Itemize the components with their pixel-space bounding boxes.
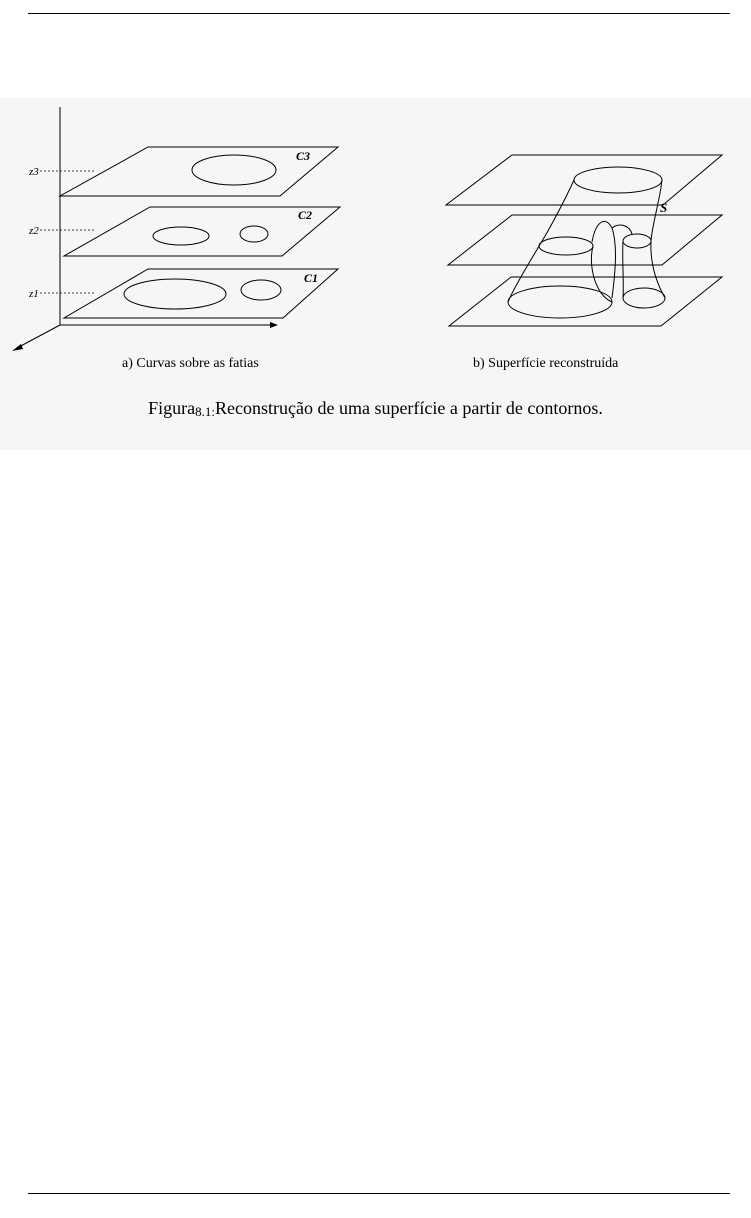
contour-middle-small <box>240 226 268 242</box>
subcaption-curves: a) Curvas sobre as fatias <box>122 356 259 371</box>
surface-branch-right <box>623 241 624 298</box>
surface-contour-bottom-left <box>508 286 612 318</box>
caption-prefix: Figura <box>148 398 196 418</box>
subcaption-surface: b) Superfície reconstruída <box>473 356 619 371</box>
surface-contour-middle-right <box>623 234 651 248</box>
curve-label-c1: C1 <box>304 271 319 285</box>
contour-top <box>192 155 276 185</box>
surface-diagram <box>446 155 722 326</box>
caption-text: Reconstrução de uma superfície a partir de contornos. <box>215 398 603 418</box>
contour-bottom-large <box>124 279 226 309</box>
header-rule <box>28 13 730 14</box>
contour-middle-large <box>153 227 209 245</box>
caption-separator: : <box>211 404 215 419</box>
surface-contour-middle-left <box>539 237 593 255</box>
curve-label-c2: C2 <box>298 208 313 222</box>
depth-axis-arrow <box>12 344 23 351</box>
surface-side-inner <box>591 246 612 302</box>
level-label-z1: z1 <box>29 288 39 300</box>
level-label-z3: z3 <box>29 166 39 178</box>
surface-plane-bottom <box>449 277 722 326</box>
contour-bottom-small <box>241 280 281 300</box>
surface-contour-top <box>574 167 662 193</box>
curve-label-c3: C3 <box>296 149 311 163</box>
slice-plane-bottom <box>64 269 338 318</box>
caption-number: 8.1 <box>195 404 212 419</box>
surface-plane-top <box>446 155 722 205</box>
slices-diagram <box>12 107 340 351</box>
surface-contour-bottom-right <box>623 288 665 308</box>
surface-branch-left <box>592 221 615 298</box>
surface-side-left <box>508 180 574 302</box>
surface-branch-top <box>612 225 632 234</box>
depth-axis <box>17 325 60 348</box>
horizontal-axis-arrow <box>270 322 278 328</box>
surface-side-right-lower <box>651 241 665 298</box>
figure-caption <box>0 397 751 421</box>
footer-rule <box>28 1193 730 1194</box>
level-label-z2: z2 <box>29 225 39 237</box>
surface-label: S <box>660 200 668 215</box>
